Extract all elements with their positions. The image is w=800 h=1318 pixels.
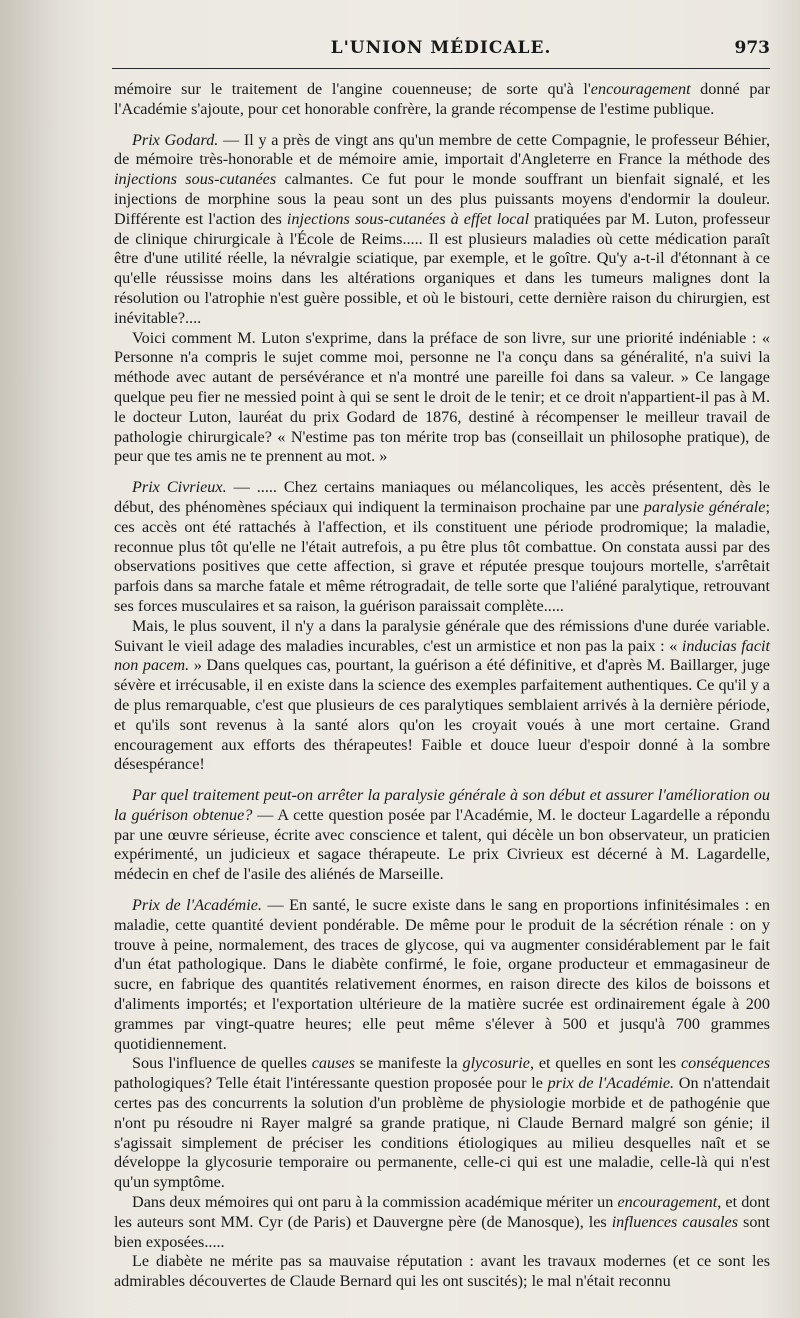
paragraph [114, 786, 770, 885]
paragraph [114, 131, 770, 329]
italic-text: inducias facit non pacem. [114, 636, 771, 675]
italic-text: influences causales [611, 1212, 739, 1231]
text-run: Sous l'influence de quelles [132, 1054, 312, 1073]
italic-text: conséquences [681, 1054, 770, 1073]
text-run: se manifeste la [354, 1054, 463, 1073]
text-run: pratiquées par M. Luton, professeur de clinique chirurgicale à l'École de Reims..... Il est plusieurs maladies où cette médication paraît être d'une utilité réelle, la névralgie sciatique, par exemple, et le goître. Qu'y a-t-il d'étonnant à ce qu'elle réussisse moins dans les altérations organiques et dans les tumeurs malignes dont la résolution ou l'atrophie n'est guère possible, et où le bistouri, cette dernière raison du chirurgien, est inévitable?.... [114, 209, 770, 327]
text-run: , et quelles en sont les [529, 1054, 681, 1073]
page-number: 973 [734, 38, 770, 58]
text-run: donné par l'Académie s'ajoute, pour cet honorable confrère, la grande récompense de l'estime publique. [114, 80, 770, 118]
page-header [112, 38, 770, 66]
text-run: — ..... Chez certains maniaques ou mélancoliques, les accès présentent, dès le début, des phénomènes spéciaux qui indiquent la terminaison prochaine par une [114, 478, 770, 516]
text-run: — Il y a près de vingt ans qu'un membre de cette Compagnie, le professeur Béhier, de mémoire très-honorable et de mémoire amie, importait d'Angleterre en France la méthode des [114, 130, 770, 169]
italic-text: causes [311, 1054, 355, 1073]
running-title: L'UNION MÉDICALE. [330, 38, 552, 58]
paragraph [114, 80, 770, 120]
paragraph [114, 617, 770, 775]
text-run: Le diabète ne mérite pas sa mauvaise réputation : avant les travaux modernes (et ce sont les admirables découvertes de Claude Bernard qui les ont suscités); le mal n'était reconnu [114, 1252, 770, 1291]
italic-text: injections sous-cutanées [114, 170, 277, 189]
italic-text: injections sous-cutanées à effet local [286, 209, 530, 228]
text-run: Voici comment M. Luton s'exprime, dans la préface de son livre, sur une priorité indéniable : « Personne n'a compris le sujet comme moi, personne ne l'a conçu dans sa généralité, n'a suivi la méthode avec autant de persévérance et n'a montré une pareille foi dans sa valeur. » Ce langage quelque peu fier ne messied point à qui se sent le droit de le tenir; et ce droit n'appartient-il pas à M. le docteur Luton, lauréat du prix Godard de 1876, destiné à récompenser le meilleur travail de pathologie chirurgicale? « N'estime pas ton mérite trop bas (conseillait un philosophe pratique), de peur que tes amis ne te prennent au mot. » [114, 328, 770, 466]
paragraph [114, 329, 770, 468]
text-run: calmantes. Ce fut pour le monde souffrant un bienfait signalé, et les injections de morphine sous la peau sont un des plus puissants moyens d'endormir la douleur. Différente est l'action des [114, 170, 770, 228]
paragraph [114, 896, 770, 1054]
italic-text: Par quel traitement peut-on arrêter la paralysie générale à son début et assurer l'amélioration ou la guérison obtenue? [114, 786, 770, 824]
italic-text: prix de l'Académie. [547, 1074, 675, 1093]
text-run: Dans deux mémoires qui ont paru à la commission académique mériter un [132, 1193, 618, 1212]
paragraph [114, 1252, 770, 1292]
text-run: — En santé, le sucre existe dans le sang en proportions infinitésimales : en maladie, cette quantité devient pondérable. De même pour le produit de la sécrétion rénale : on y trouve à peine, normalement, des traces de glycose, qui va augmenter considérablement par le fait d'un état pathologique. Dans le diabète confirmé, le foie, organe producteur et emmagasineur de sucre, en fabrique des quantités relativement énormes, en raison directe des kilos de boissons et d'aliments importés; et l'exportation ultérieure de la matière sucrée est ordinairement égale à 200 grammes par vingt-quatre heures; elle peut même s'élever à 500 et jusqu'à 700 grammes quotidiennement. [114, 896, 770, 1053]
text-run: — A cette question posée par l'Académie, M. le docteur Lagardelle a répondu par une œuvre sérieuse, écrite avec conscience et talent, qui décèle un bon observateur, un praticien expérimenté, un judicieux et sagace thérapeute. Le prix Civrieux est décerné à M. Lagardelle, médecin en chef de l'asile des aliénés de Marseille. [114, 805, 770, 884]
article-body [114, 80, 770, 1292]
text-run: , et dont les auteurs sont MM. Cyr (de Paris) et Dauvergne père (de Manosque), les [114, 1193, 770, 1231]
italic-text: encouragement [617, 1193, 718, 1212]
italic-text: Prix de l'Académie. [132, 896, 262, 915]
paragraph [114, 1193, 770, 1252]
text-run: » Dans quelques cas, pourtant, la guérison a été définitive, et d'après M. Baillarger, juge sévère et irrécusable, il en existe dans la science des exemples parfaitement authentiques. Ce qu'il y a de plus remarquable, c'est que plusieurs de ces paralytiques semblaient arrivés à la dernière période, et qu'ils sont revenus à la santé alors qu'on les croyait voués à une mort certaine. Grand encouragement aux efforts des thérapeutes! Faible et douce lueur d'espoir donné à la sombre désespérance! [114, 656, 770, 774]
text-run: Mais, le plus souvent, il n'y a dans la paralysie générale que des rémissions d'une durée variable. Suivant le vieil adage des maladies incurables, c'est un armistice et non pas la paix : « [114, 616, 770, 655]
italic-text: Prix Godard. [132, 130, 219, 149]
header-rule [112, 68, 770, 69]
italic-text: Prix Civrieux. [132, 478, 227, 497]
paragraph [114, 478, 770, 617]
italic-text: encouragement [590, 80, 691, 98]
bleed-through-shadow [0, 0, 100, 1318]
text-run: mémoire sur le traitement de l'angine couenneuse; de sorte qu'à l' [114, 80, 591, 98]
paragraph [114, 1054, 770, 1193]
italic-text: paralysie générale [643, 497, 766, 516]
text-run: sont bien exposées..... [114, 1212, 771, 1251]
text-run: ; ces accès ont été rattachés à l'affection, et ils constituent une période prodromique; la maladie, reconnue plus tôt qu'elle ne l'était autrefois, a pu être plus tôt combattue. On constata aussi par des observations positives que cette affection, si grave et réputée presque toujours mortelle, s'arrêtait parfois dans sa marche fatale et même rétrogradait, de telle sorte que l'aliéné paralytique, retrouvant ses forces musculaires et sa raison, la guérison paraissait complète..... [114, 497, 770, 615]
text-run: On n'attendait certes pas des concurrents la solution d'un problème de physiologie morbide et de pathogénie que n'ont pu résoudre ni Rayer malgré sa grande pratique, ni Claude Bernard malgré son génie; il s'agissait simplement de préciser les conditions étiologiques au milieu desquelles naît et se développe la glycosurie temporaire ou permanente, celle-ci qui est une maladie, celle-là qui n'est qu'un symptôme. [114, 1074, 770, 1192]
text-run: pathologiques? Telle était l'intéressante question proposée pour le [114, 1074, 548, 1093]
italic-text: glycosurie [462, 1054, 530, 1073]
